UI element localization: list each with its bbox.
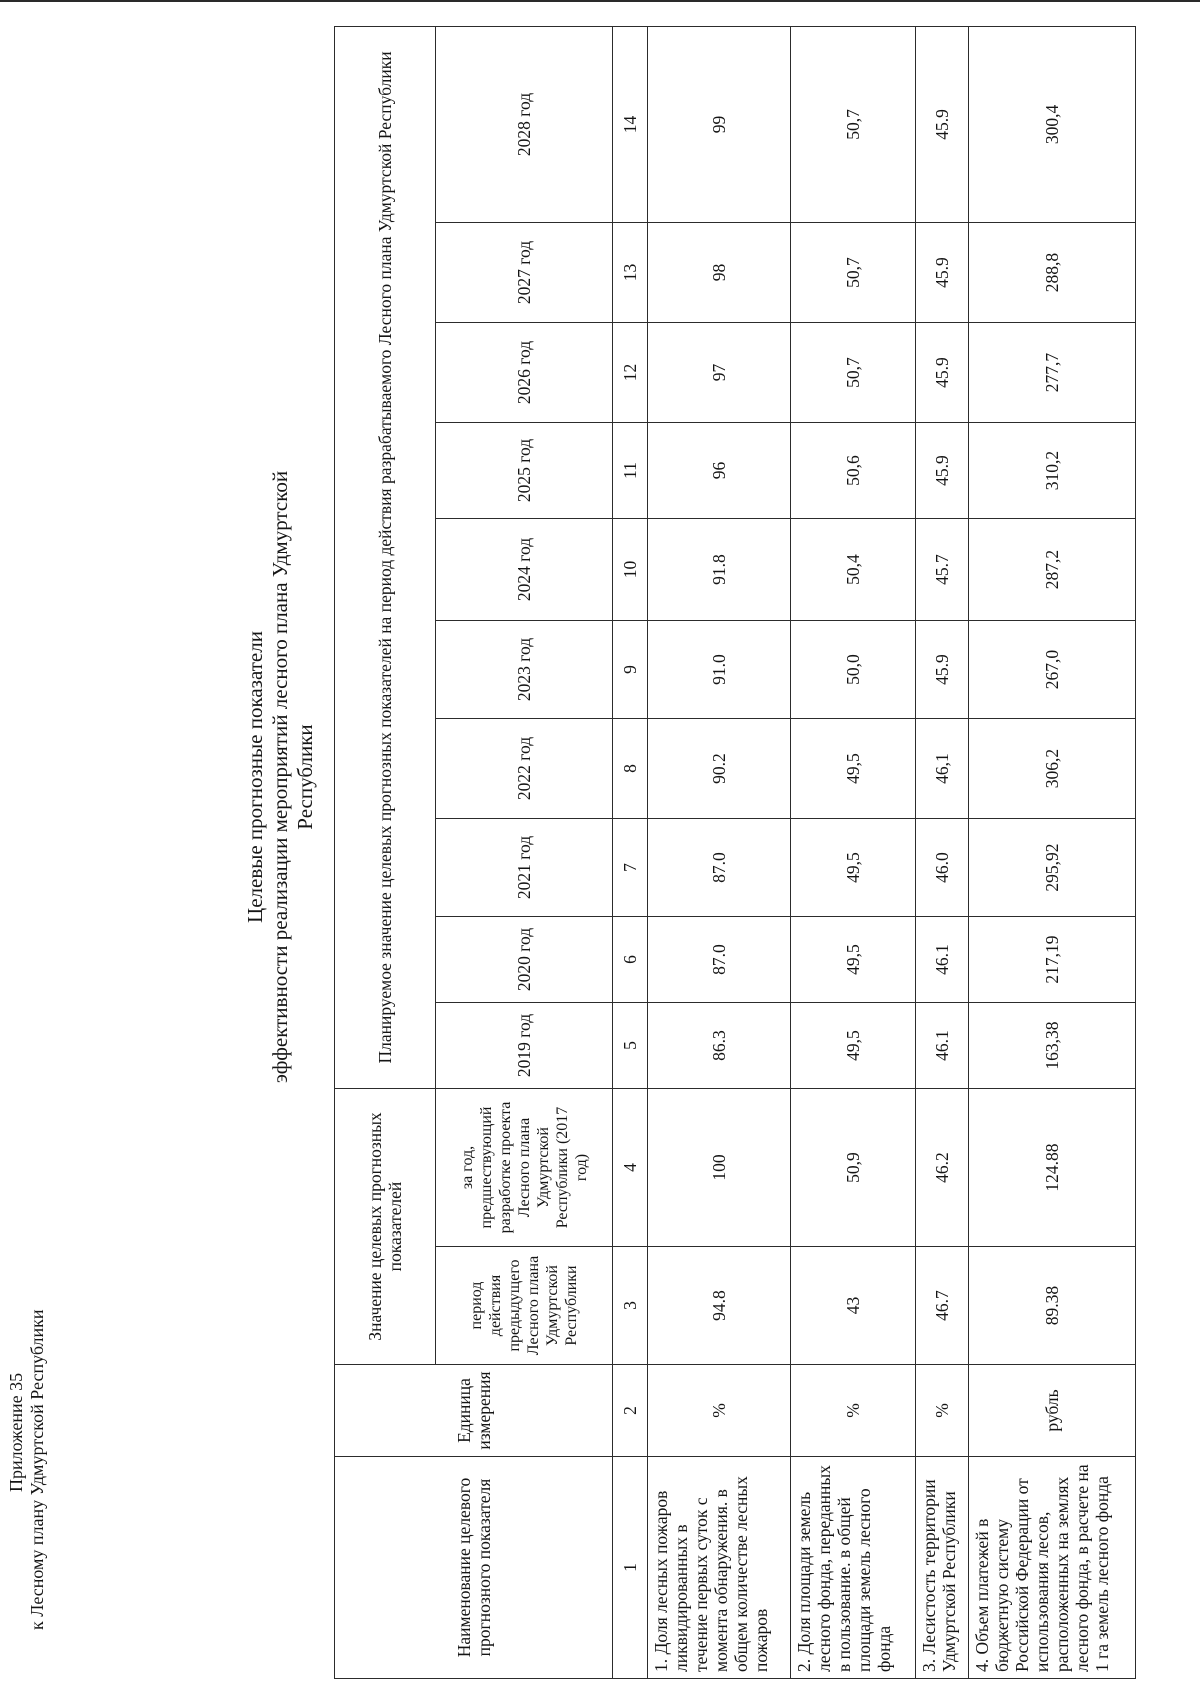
column-number: 10 [613, 519, 648, 621]
indicator-name: 1. Доля лесных пожаров ликвидированных в течение первых суток с момента обнаружения. в общем количестве лесных пожаров [648, 1457, 791, 1679]
header-year: 2025 год [436, 423, 613, 519]
value-cell: 50,9 [791, 1089, 916, 1247]
value-cell: 50,7 [791, 323, 916, 423]
header-year: 2021 год [436, 819, 613, 917]
value-cell: 43 [791, 1247, 916, 1365]
value-cell: 89.38 [969, 1247, 1136, 1365]
column-number: 1 [613, 1457, 648, 1679]
column-number: 7 [613, 819, 648, 917]
value-cell: 288,8 [969, 223, 1136, 323]
header-values-group: Значение целевых прогнозных показателей [335, 1089, 436, 1365]
value-cell: 45.7 [916, 519, 969, 621]
value-cell: 87.0 [648, 917, 791, 1003]
column-numbers-row [613, 26, 648, 1678]
value-cell: 267,0 [969, 621, 1136, 719]
value-cell: 96 [648, 423, 791, 519]
value-cell: 50,7 [791, 223, 916, 323]
document-title [243, 457, 318, 1097]
indicator-unit: рубль [969, 1365, 1136, 1457]
header-indicator-name: Наименование целевого прогнозного показателя [335, 1457, 613, 1679]
value-cell: 49,5 [791, 1003, 916, 1089]
column-number: 3 [613, 1247, 648, 1365]
indicator-unit: % [648, 1365, 791, 1457]
appendix-number: Приложение 35 [6, 1372, 26, 1492]
value-cell: 100 [648, 1089, 791, 1247]
value-cell: 287,2 [969, 519, 1136, 621]
appendix-note [6, 1210, 48, 1630]
column-number: 12 [613, 323, 648, 423]
value-cell: 46.1 [916, 1003, 969, 1089]
value-cell: 87.0 [648, 819, 791, 917]
value-cell: 300,4 [969, 26, 1136, 222]
value-cell: 45.9 [916, 323, 969, 423]
table-row [969, 26, 1136, 1678]
column-number: 8 [613, 719, 648, 819]
value-cell: 46.1 [916, 917, 969, 1003]
value-cell: 91.8 [648, 519, 791, 621]
value-cell: 49,5 [791, 819, 916, 917]
header-prev-year: за год, предшествующий разработке проекта Лесного плана Удмуртской Республики (2017 год) [436, 1089, 613, 1247]
indicator-unit: % [791, 1365, 916, 1457]
indicator-name: 2. Доля площади земель лесного фонда, переданных в пользование. в общей площади земель лесного фонда [791, 1457, 916, 1679]
value-cell: 49,5 [791, 719, 916, 819]
value-cell: 46.7 [916, 1247, 969, 1365]
value-cell: 163,38 [969, 1003, 1136, 1089]
value-cell: 50,4 [791, 519, 916, 621]
value-cell: 310,2 [969, 423, 1136, 519]
value-cell: 306,2 [969, 719, 1136, 819]
header-year: 2027 год [436, 223, 613, 323]
value-cell: 217,19 [969, 917, 1136, 1003]
header-year: 2022 год [436, 719, 613, 819]
value-cell: 94.8 [648, 1247, 791, 1365]
value-cell: 46.2 [916, 1089, 969, 1247]
value-cell: 45.9 [916, 223, 969, 323]
value-cell: 86.3 [648, 1003, 791, 1089]
value-cell: 124.88 [969, 1089, 1136, 1247]
value-cell: 90.2 [648, 719, 791, 819]
value-cell: 50,7 [791, 26, 916, 222]
header-year: 2028 год [436, 26, 613, 222]
value-cell: 99 [648, 26, 791, 222]
column-number: 6 [613, 917, 648, 1003]
column-number: 13 [613, 223, 648, 323]
column-number: 9 [613, 621, 648, 719]
column-number: 14 [613, 26, 648, 222]
column-number: 4 [613, 1089, 648, 1247]
value-cell: 98 [648, 223, 791, 323]
value-cell: 277,7 [969, 323, 1136, 423]
value-cell: 49,5 [791, 917, 916, 1003]
value-cell: 50,6 [791, 423, 916, 519]
table-row [916, 26, 969, 1678]
title-line-2: эффективности реализации мероприятий лесного плана Удмуртской Республики [268, 470, 317, 1084]
header-year: 2023 год [436, 621, 613, 719]
column-number: 2 [613, 1365, 648, 1457]
header-unit: Единица измерения [335, 1365, 613, 1457]
value-cell: 295,92 [969, 819, 1136, 917]
value-cell: 97 [648, 323, 791, 423]
value-cell: 45.9 [916, 26, 969, 222]
column-number: 11 [613, 423, 648, 519]
title-line-1: Целевые прогнозные показатели [243, 631, 267, 923]
value-cell: 50,0 [791, 621, 916, 719]
header-row-1 [335, 26, 436, 1678]
value-cell: 46,1 [916, 719, 969, 819]
indicator-name: 3. Лесистость территории Удмуртской Республики [916, 1457, 969, 1679]
appendix-reference: к Лесному плану Удмуртской Республики [27, 1309, 47, 1630]
indicators-table [334, 26, 1136, 1679]
indicator-name: 4. Объем платежей в бюджетную систему Российской Федерации от использования лесов, расположенных на землях лесного фонда, в расчете на 1 га земель лесного фонда [969, 1457, 1136, 1679]
indicator-unit: % [916, 1365, 969, 1457]
value-cell: 45.9 [916, 423, 969, 519]
header-planned-group: Планируемое значение целевых прогнозных показателей на период действия разрабатываемого Лесного плана Удмуртской Республики [335, 26, 436, 1088]
header-year: 2019 год [436, 1003, 613, 1089]
table-row [648, 26, 791, 1678]
table-row [791, 26, 916, 1678]
header-prev-period: период действия предыдущего Лесного плана Удмуртской Республики [436, 1247, 613, 1365]
value-cell: 91.0 [648, 621, 791, 719]
header-year: 2020 год [436, 917, 613, 1003]
column-number: 5 [613, 1003, 648, 1089]
value-cell: 45.9 [916, 621, 969, 719]
header-year: 2024 год [436, 519, 613, 621]
header-year: 2026 год [436, 323, 613, 423]
value-cell: 46.0 [916, 819, 969, 917]
